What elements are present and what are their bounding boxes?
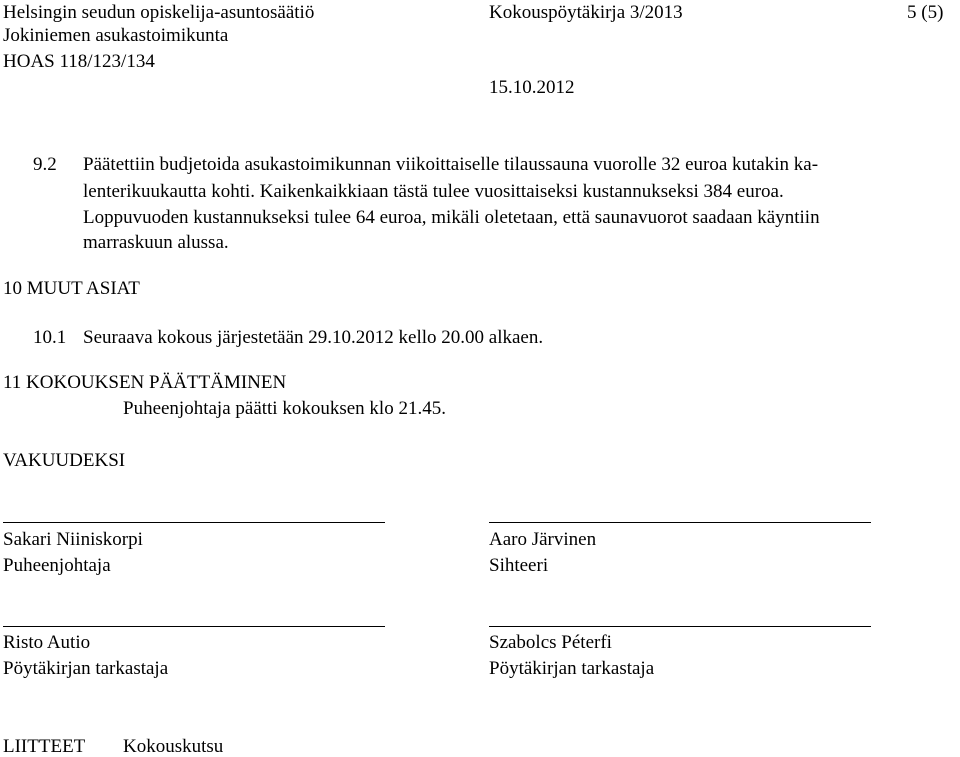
section-11-text: Puheenjohtaja päätti kokouksen klo 21.45. — [123, 398, 446, 419]
secretary-name: Aaro Järvinen — [489, 529, 597, 550]
header-org: Helsingin seudun opiskelija-asuntosäätiö — [3, 2, 315, 23]
item-9-2-line-1: Päätettiin budjetoida asukastoimikunnan viikoittaiselle tilaussauna vuorolle 32 euroa kutakin ka- — [83, 154, 819, 175]
chair-role: Puheenjohtaja — [3, 555, 111, 576]
meeting-date: 15.10.2012 — [489, 77, 575, 98]
signature-line-secretary — [489, 522, 871, 523]
signatures-heading: VAKUUDEKSI — [3, 450, 126, 471]
section-11-heading: 11 KOKOUKSEN PÄÄTTÄMINEN — [3, 372, 287, 393]
checker-2-name: Szabolcs Péterfi — [489, 632, 612, 653]
document-title: Kokouspöytäkirja 3/2013 — [489, 2, 683, 23]
header-committee: Jokiniemen asukastoimikunta — [3, 25, 229, 46]
signature-line-checker-1 — [3, 626, 385, 627]
item-9-2-line-4: marraskuun alussa. — [83, 232, 229, 253]
attachments-label: LIITTEET — [3, 736, 86, 757]
item-number-9-2: 9.2 — [33, 154, 57, 175]
checker-1-role: Pöytäkirjan tarkastaja — [3, 658, 169, 679]
item-number-10-1: 10.1 — [33, 327, 67, 348]
attachment-item: Kokouskutsu — [123, 736, 224, 757]
checker-1-name: Risto Autio — [3, 632, 91, 653]
header-reference: HOAS 118/123/134 — [3, 51, 155, 72]
item-9-2-line-2: lenterikuukautta kohti. Kaikenkaikkiaan tästä tulee vuosittaiseksi kustannukseksi 384 euroa. — [83, 181, 784, 202]
signature-line-checker-2 — [489, 626, 871, 627]
section-10-heading: 10 MUUT ASIAT — [3, 278, 140, 299]
page-number: 5 (5) — [907, 2, 944, 23]
checker-2-role: Pöytäkirjan tarkastaja — [489, 658, 655, 679]
item-10-1-text: Seuraava kokous järjestetään 29.10.2012 kello 20.00 alkaen. — [83, 327, 544, 348]
chair-name: Sakari Niiniskorpi — [3, 529, 143, 550]
item-9-2-line-3: Loppuvuoden kustannukseksi tulee 64 euroa, mikäli oletetaan, että saunavuorot saadaan käyntiin — [83, 207, 820, 228]
secretary-role: Sihteeri — [489, 555, 549, 576]
signature-line-chair — [3, 522, 385, 523]
